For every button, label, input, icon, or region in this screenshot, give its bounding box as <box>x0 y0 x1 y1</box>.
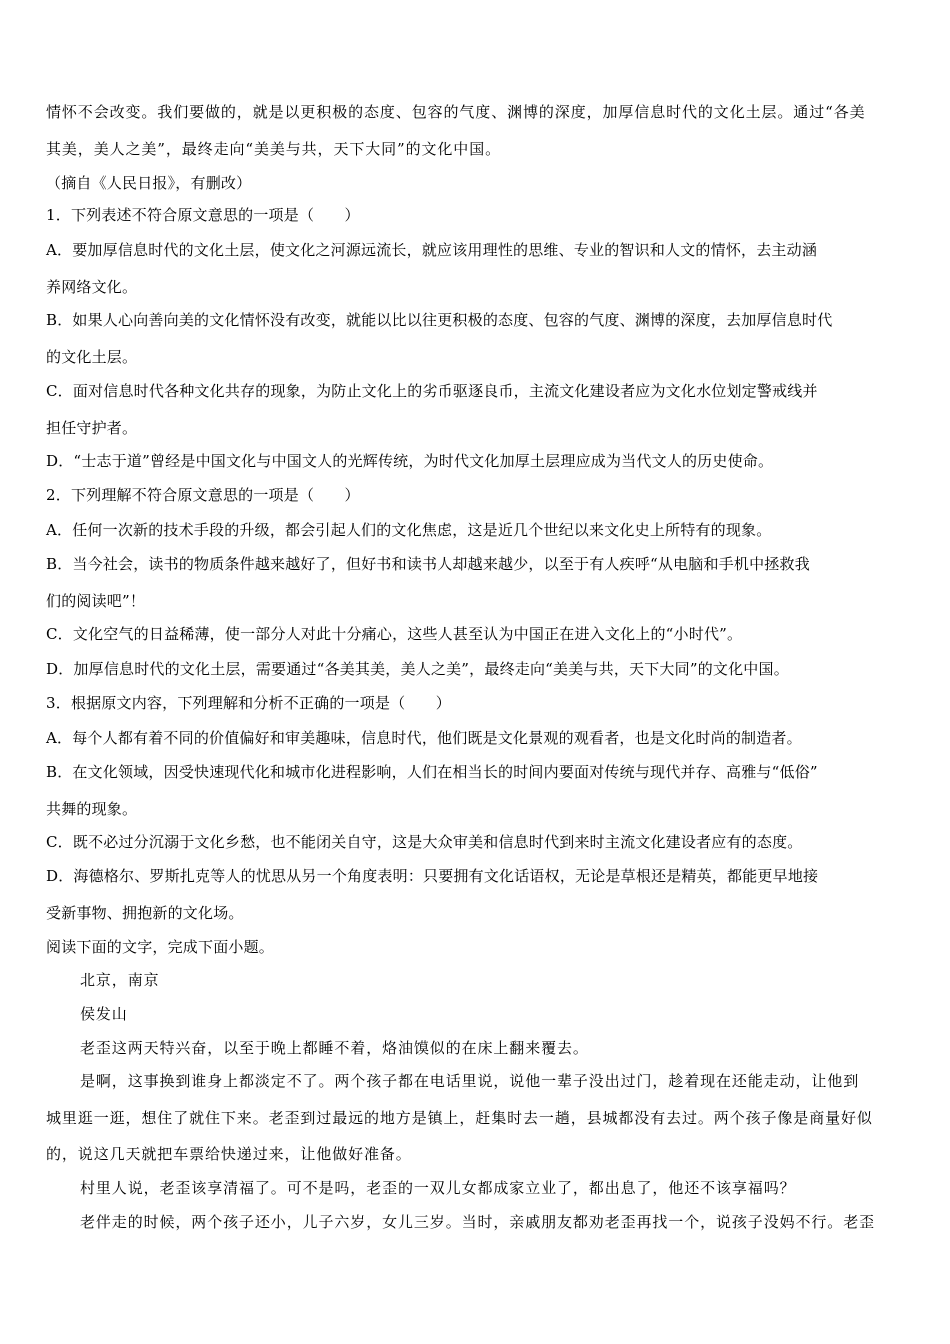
option-line: D．海德格尔、罗斯扎克等人的忧思从另一个角度表明：只要拥有文化话语权，无论是草根还是精英，都能更早地接 <box>46 867 819 885</box>
story-title: 北京，南京 <box>80 971 160 989</box>
option-line: D．“士志于道”曾经是中国文化与中国文人的光辉传统，为时代文化加厚土层理应成为当代文人的历史使命。 <box>46 452 774 470</box>
option-line: 们的阅读吧”！ <box>46 592 146 610</box>
option-line: A．任何一次新的技术手段的升级，都会引起人们的文化焦虑，这是近几个世纪以来文化史上所特有的现象。 <box>46 521 772 539</box>
option-line: C．既不必过分沉溺于文化乡愁，也不能闭关自守，这是大众审美和信息时代到来时主流文化建设者应有的态度。 <box>46 833 803 851</box>
question-2: 2．下列理解不符合原文意思的一项是（ ） <box>46 486 360 504</box>
option-line: B．如果人心向善向美的文化情怀没有改变，就能以比以往更积极的态度、包容的气度、渊博的深度，去加厚信息时代 <box>46 311 833 329</box>
option-line: C．文化空气的日益稀薄，使一部分人对此十分痛心，这些人甚至认为中国正在进入文化上的“小时代”。 <box>46 625 743 643</box>
option-line: A．要加厚信息时代的文化土层，使文化之河源远流长，就应该用理性的思维、专业的智识和人文的情怀，去主动涵 <box>46 241 818 259</box>
story-author: 侯发山 <box>80 1005 128 1023</box>
option-line: D．加厚信息时代的文化土层，需要通过“各美其美，美人之美”，最终走向“美美与共，天下大同”的文化中国。 <box>46 660 789 678</box>
option-line: 受新事物、拥抱新的文化场。 <box>46 904 244 922</box>
story-paragraph: 是啊，这事换到谁身上都淡定不了。两个孩子都在电话里说，说他一辈子没出过门，趁着现在还能走动，让他到 <box>80 1072 860 1090</box>
story-paragraph: 老伴走的时候，两个孩子还小，儿子六岁，女儿三岁。当时，亲戚朋友都劝老歪再找一个，说孩子没妈不行。老歪 <box>80 1213 876 1231</box>
text-line: 情怀不会改变。我们要做的，就是以更积极的态度、包容的气度、渊博的深度，加厚信息时代的文化土层。通过“各美 <box>46 103 866 121</box>
reading-instruction: 阅读下面的文字，完成下面小题。 <box>46 938 275 956</box>
text-line: 其美，美人之美”，最终走向“美美与共，天下大同”的文化中国。 <box>46 140 502 158</box>
story-paragraph: 城里逛一逛，想住了就住下来。老歪到过最远的地方是镇上，赶集时去一趟，县城都没有去过。两个孩子像是商量好似 <box>46 1109 873 1127</box>
story-paragraph: 的，说这几天就把车票给快递过来，让他做好准备。 <box>46 1145 412 1163</box>
option-line: C．面对信息时代各种文化共存的现象，为防止文化上的劣币驱逐良币，主流文化建设者应为文化水位划定警戒线并 <box>46 382 818 400</box>
source-citation: （摘自《人民日报》，有删改） <box>46 174 252 192</box>
option-line: B．在文化领域，因受快速现代化和城市化进程影响，人们在相当长的时间内要面对传统与现代并存、高雅与“低俗” <box>46 763 818 781</box>
question-3: 3．根据原文内容，下列理解和分析不正确的一项是（ ） <box>46 694 451 712</box>
option-line: A．每个人都有着不同的价值偏好和审美趣味，信息时代，他们既是文化景观的观看者，也是文化时尚的制造者。 <box>46 729 802 747</box>
option-line: 担任守护者。 <box>46 419 138 437</box>
option-line: B．当今社会，读书的物质条件越来越好了，但好书和读书人却越来越少，以至于有人疾呼“从电脑和手机中拯救我 <box>46 555 810 573</box>
option-line: 的文化土层。 <box>46 348 138 366</box>
story-paragraph: 村里人说，老歪该享清福了。可不是吗，老歪的一双儿女都成家立业了，都出息了，他还不该享福吗？ <box>80 1179 796 1197</box>
story-paragraph: 老歪这两天特兴奋，以至于晚上都睡不着，烙油馍似的在床上翻来覆去。 <box>80 1039 589 1057</box>
option-line: 共舞的现象。 <box>46 800 138 818</box>
option-line: 养网络文化。 <box>46 278 138 296</box>
question-1: 1．下列表述不符合原文意思的一项是（ ） <box>46 206 360 224</box>
